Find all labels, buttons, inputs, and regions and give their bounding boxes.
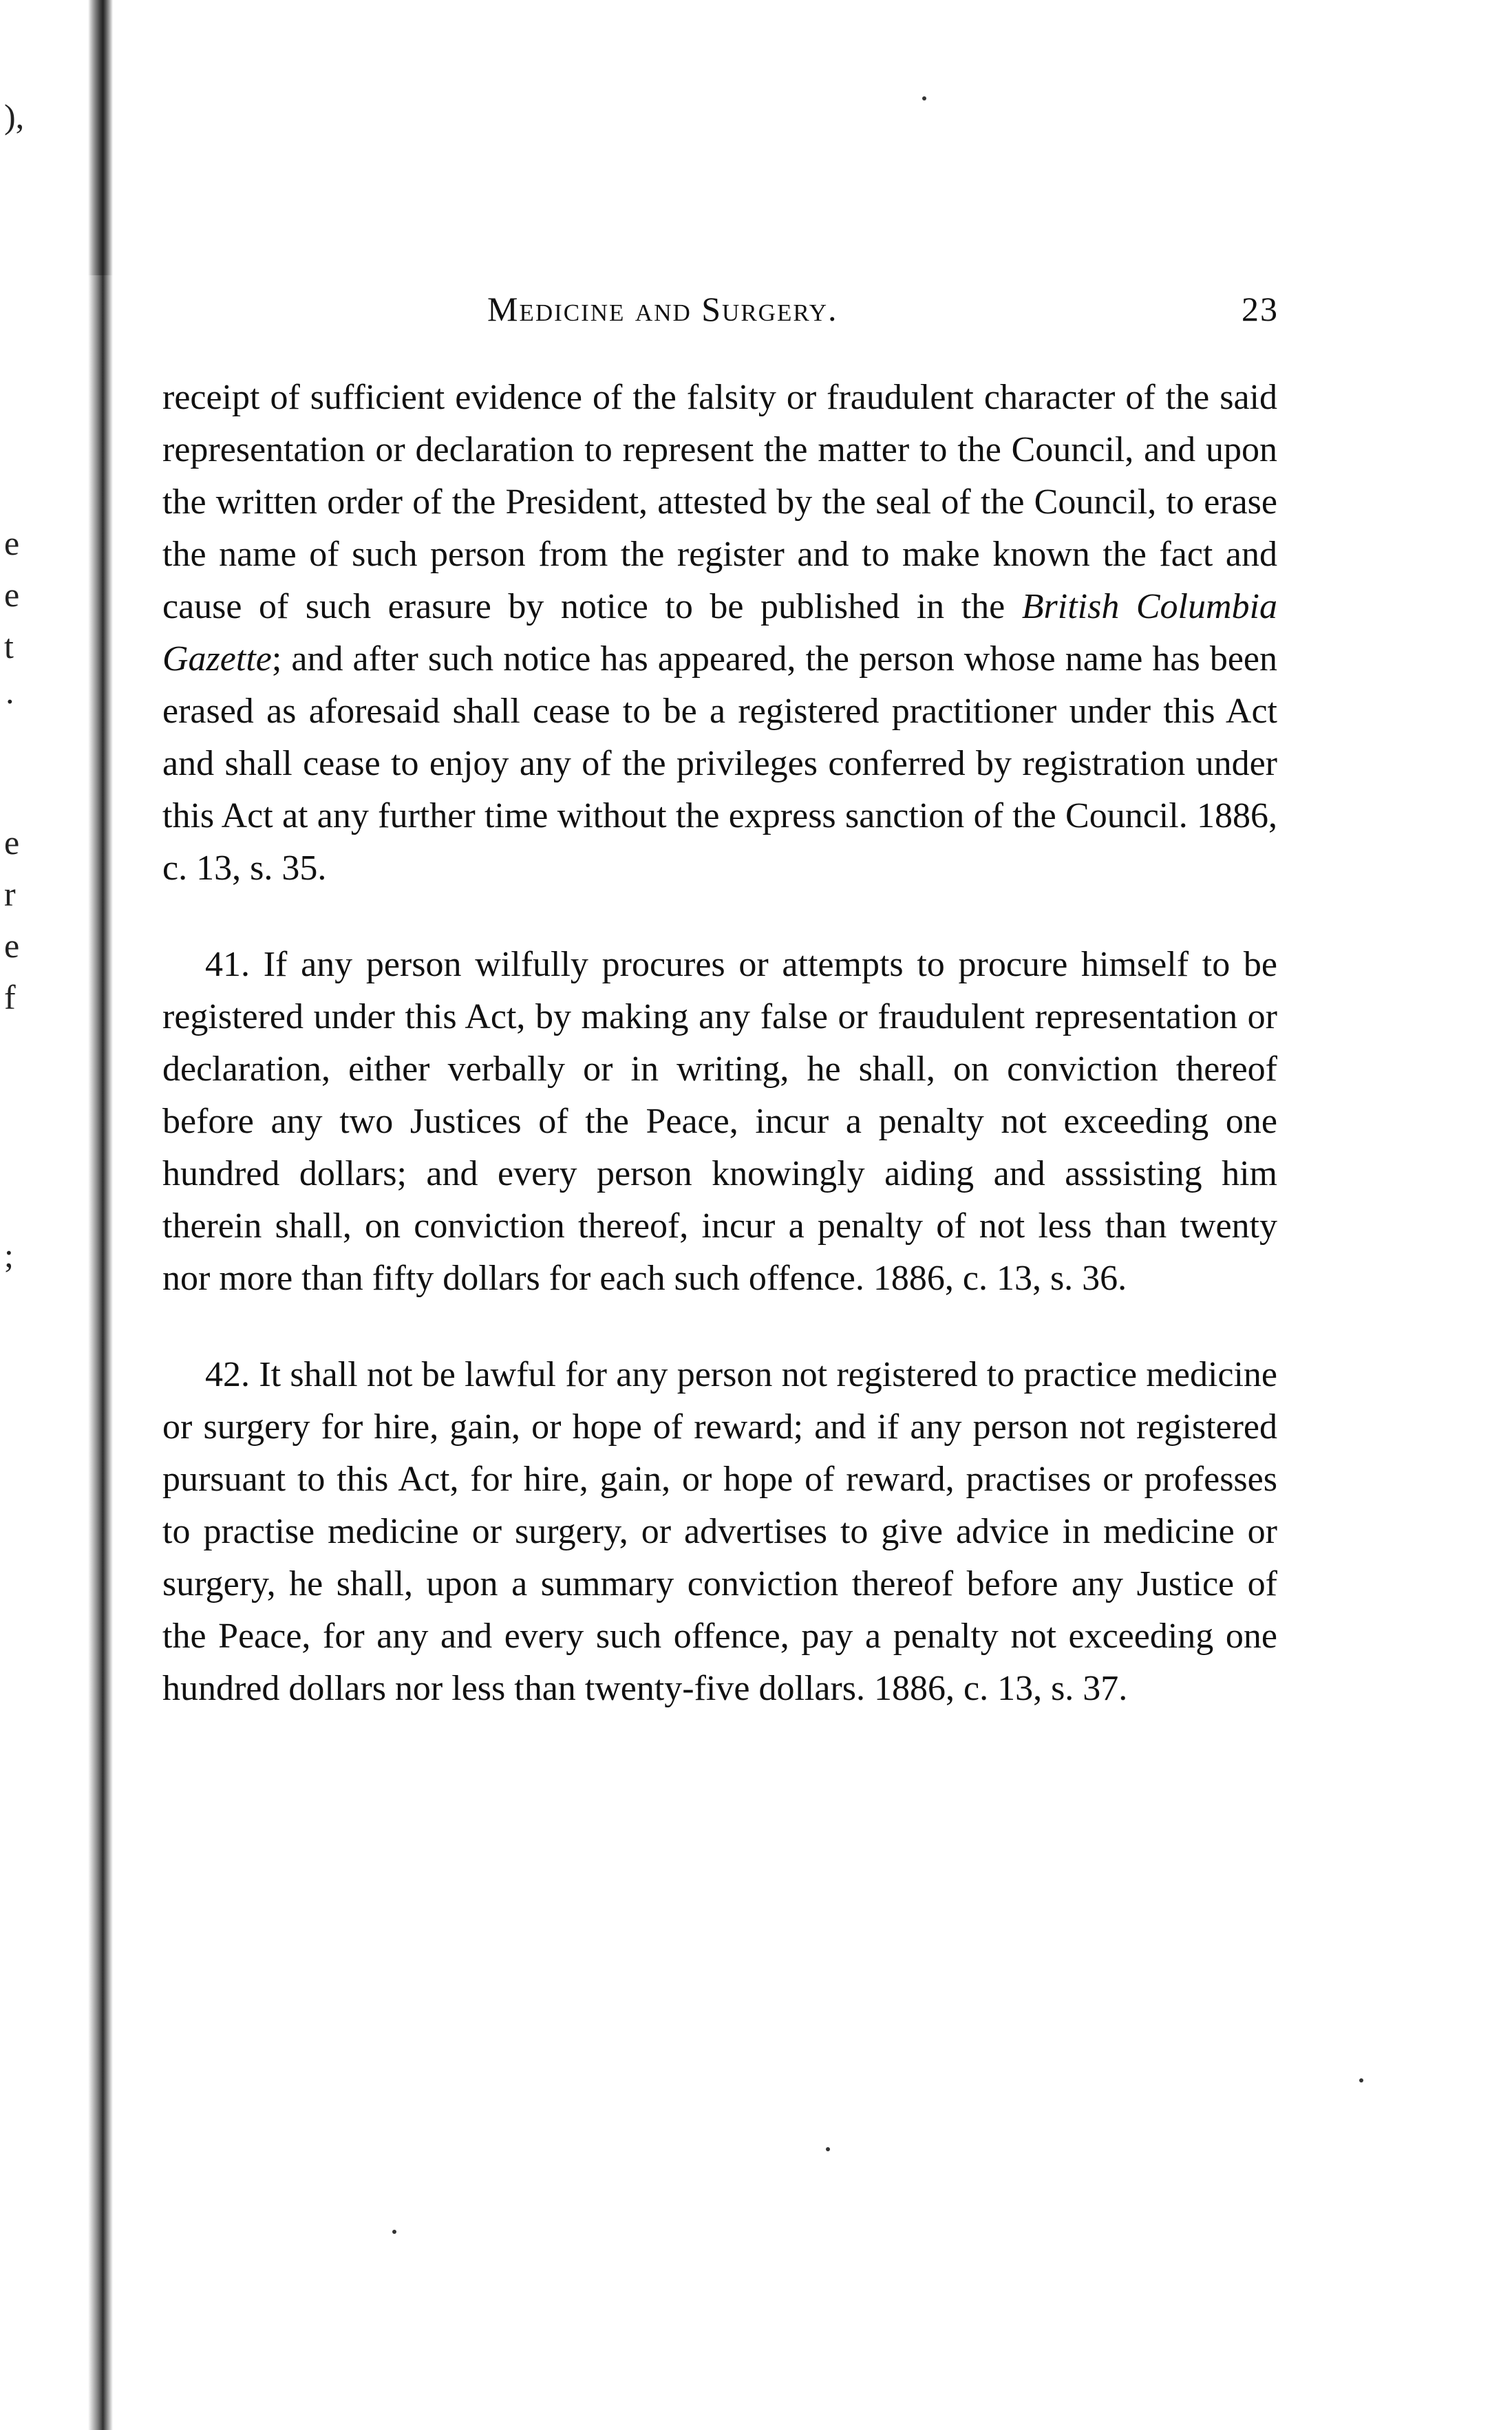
margin-fragment: ),	[4, 97, 25, 136]
text-segment: 42. It shall not be lawful for any person not registered to practice medicine or surgery for hire, gain, or hope of reward; and if any person not registered pursuant to this Act, for hire, gain, or hope of reward, practises or professes to practise medicine or surgery, or advertises to give advice in medicine or surgery, he shall, upon a summary conviction thereof before any Justice of the Peace, for any and every such offence, pay a penalty not exceeding one hundred dollars nor less than twenty-five dollars. 1886, c. 13, s. 37.	[162, 1355, 1277, 1708]
margin-fragment: e	[4, 575, 20, 614]
gazette-title-italic: British Columbia Gazette	[162, 587, 1277, 679]
margin-fragment: e	[4, 823, 20, 862]
margin-text-fragments	[4, 0, 32, 1652]
text-segment: receipt of sufficient evidence of the falsity or fraudulent character of the said representation or declaration to represent the matter to the Council, and upon the written order of the President, attested by the seal of the Council, to erase the name of such person from the register and to make known the fact and cause of such erasure by notice to be published in the	[162, 378, 1277, 626]
scan-speck	[922, 96, 926, 100]
section-42	[162, 1349, 1277, 1715]
scan-speck	[1359, 2078, 1363, 2082]
text-segment: ; and after such notice has appeared, the person whose name has been erased as aforesaid shall cease to be a registered practitioner under this Act and shall cease to enjoy any of the privileges conferred by registration under this Act at any further time without the express sanction of the Council. 1886, c. 13, s. 35.	[162, 639, 1277, 888]
binding-shadow	[88, 0, 113, 2430]
body-text	[162, 372, 1277, 1759]
section-41	[162, 939, 1277, 1305]
paragraph-continuation	[162, 372, 1277, 895]
margin-fragment: ;	[4, 1236, 14, 1275]
running-header	[164, 289, 1279, 337]
margin-fragment: e	[4, 524, 20, 562]
margin-fragment: ·	[4, 682, 16, 721]
page-number: 23	[1242, 290, 1279, 328]
scan-speck	[392, 2230, 396, 2234]
margin-fragment: r	[4, 875, 16, 913]
margin-fragment: t	[4, 627, 14, 665]
running-title: Medicine and Surgery.	[487, 290, 838, 328]
margin-fragment: e	[4, 926, 20, 965]
margin-fragment: f	[4, 978, 16, 1016]
scan-speck	[826, 2147, 830, 2151]
text-segment: 41. If any person wilfully procures or attempts to procure himself to be registered under this Act, by making any false or fraudulent representation or declaration, either verbally or in writing, he shall, on conviction thereof before any two Justices of the Peace, incur a penalty not exceeding one hundred dollars; and every person knowingly aiding and asssisting him therein shall, on conviction thereof, incur a penalty of not less than twenty nor more than fifty dollars for each such offence. 1886, c. 13, s. 36.	[162, 945, 1277, 1298]
